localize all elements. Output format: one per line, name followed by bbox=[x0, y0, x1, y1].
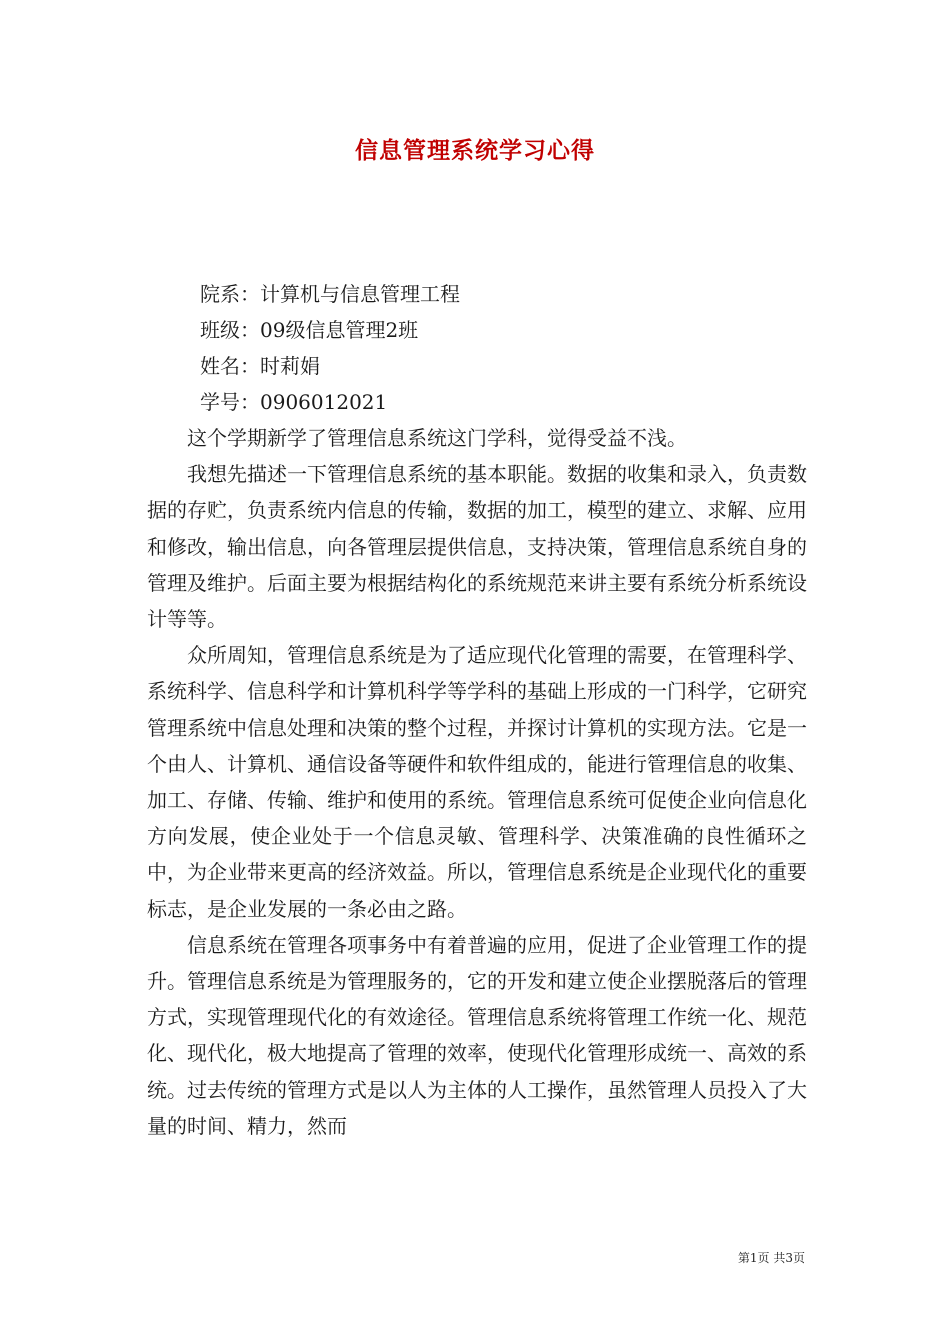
student-id-line: 学号：0906012021 bbox=[200, 390, 388, 414]
paragraph: 我想先描述一下管理信息系统的基本职能。数据的收集和录入，负责数据的存贮，负责系统内信息的传输，数据的加工，模型的建立、求解、应用和修改，输出信息，向各管理层提供信息，支持决策，管理信息系统自身的管理及维护。后面主要为根据结构化的系统规范来讲主要有系统分析系统设计等等。 bbox=[147, 462, 807, 632]
paragraph: 这个学期新学了管理信息系统这门学科，觉得受益不浅。 bbox=[187, 426, 687, 450]
document-body bbox=[147, 420, 807, 1144]
paragraph: 信息系统在管理各项事务中有着普遍的应用，促进了企业管理工作的提升。管理信息系统是为管理服务的，它的开发和建立使企业摆脱落后的管理方式，实现管理现代化的有效途径。管理信息系统将管理工作统一化、规范化、现代化，极大地提高了管理的效率，使现代化管理形成统一、高效的系统。过去传统的管理方式是以人为主体的人工操作，虽然管理人员投入了大量的时间、精力，然而 bbox=[147, 932, 807, 1138]
page-number: 第1页 共3页 bbox=[737, 1251, 805, 1265]
document-title: 信息管理系统学习心得 bbox=[355, 137, 595, 164]
class-line: 班级：09级信息管理2班 bbox=[200, 318, 419, 342]
author-info bbox=[200, 276, 460, 420]
paragraph: 众所周知，管理信息系统是为了适应现代化管理的需要，在管理科学、系统科学、信息科学和计算机科学等学科的基础上形成的一门科学，它研究管理系统中信息处理和决策的整个过程，并探讨计算机的实现方法。它是一个由人、计算机、通信设备等硬件和软件组成的，能进行管理信息的收集、加工、存储、传输、维护和使用的系统。管理信息系统可促使企业向信息化方向发展，使企业处于一个信息灵敏、管理科学、决策准确的良性循环之中，为企业带来更高的经济效益。所以，管理信息系统是企业现代化的重要标志，是企业发展的一条必由之路。 bbox=[147, 643, 807, 921]
department-line: 院系：计算机与信息管理工程 bbox=[200, 282, 460, 306]
name-line: 姓名：时莉娟 bbox=[200, 354, 320, 378]
